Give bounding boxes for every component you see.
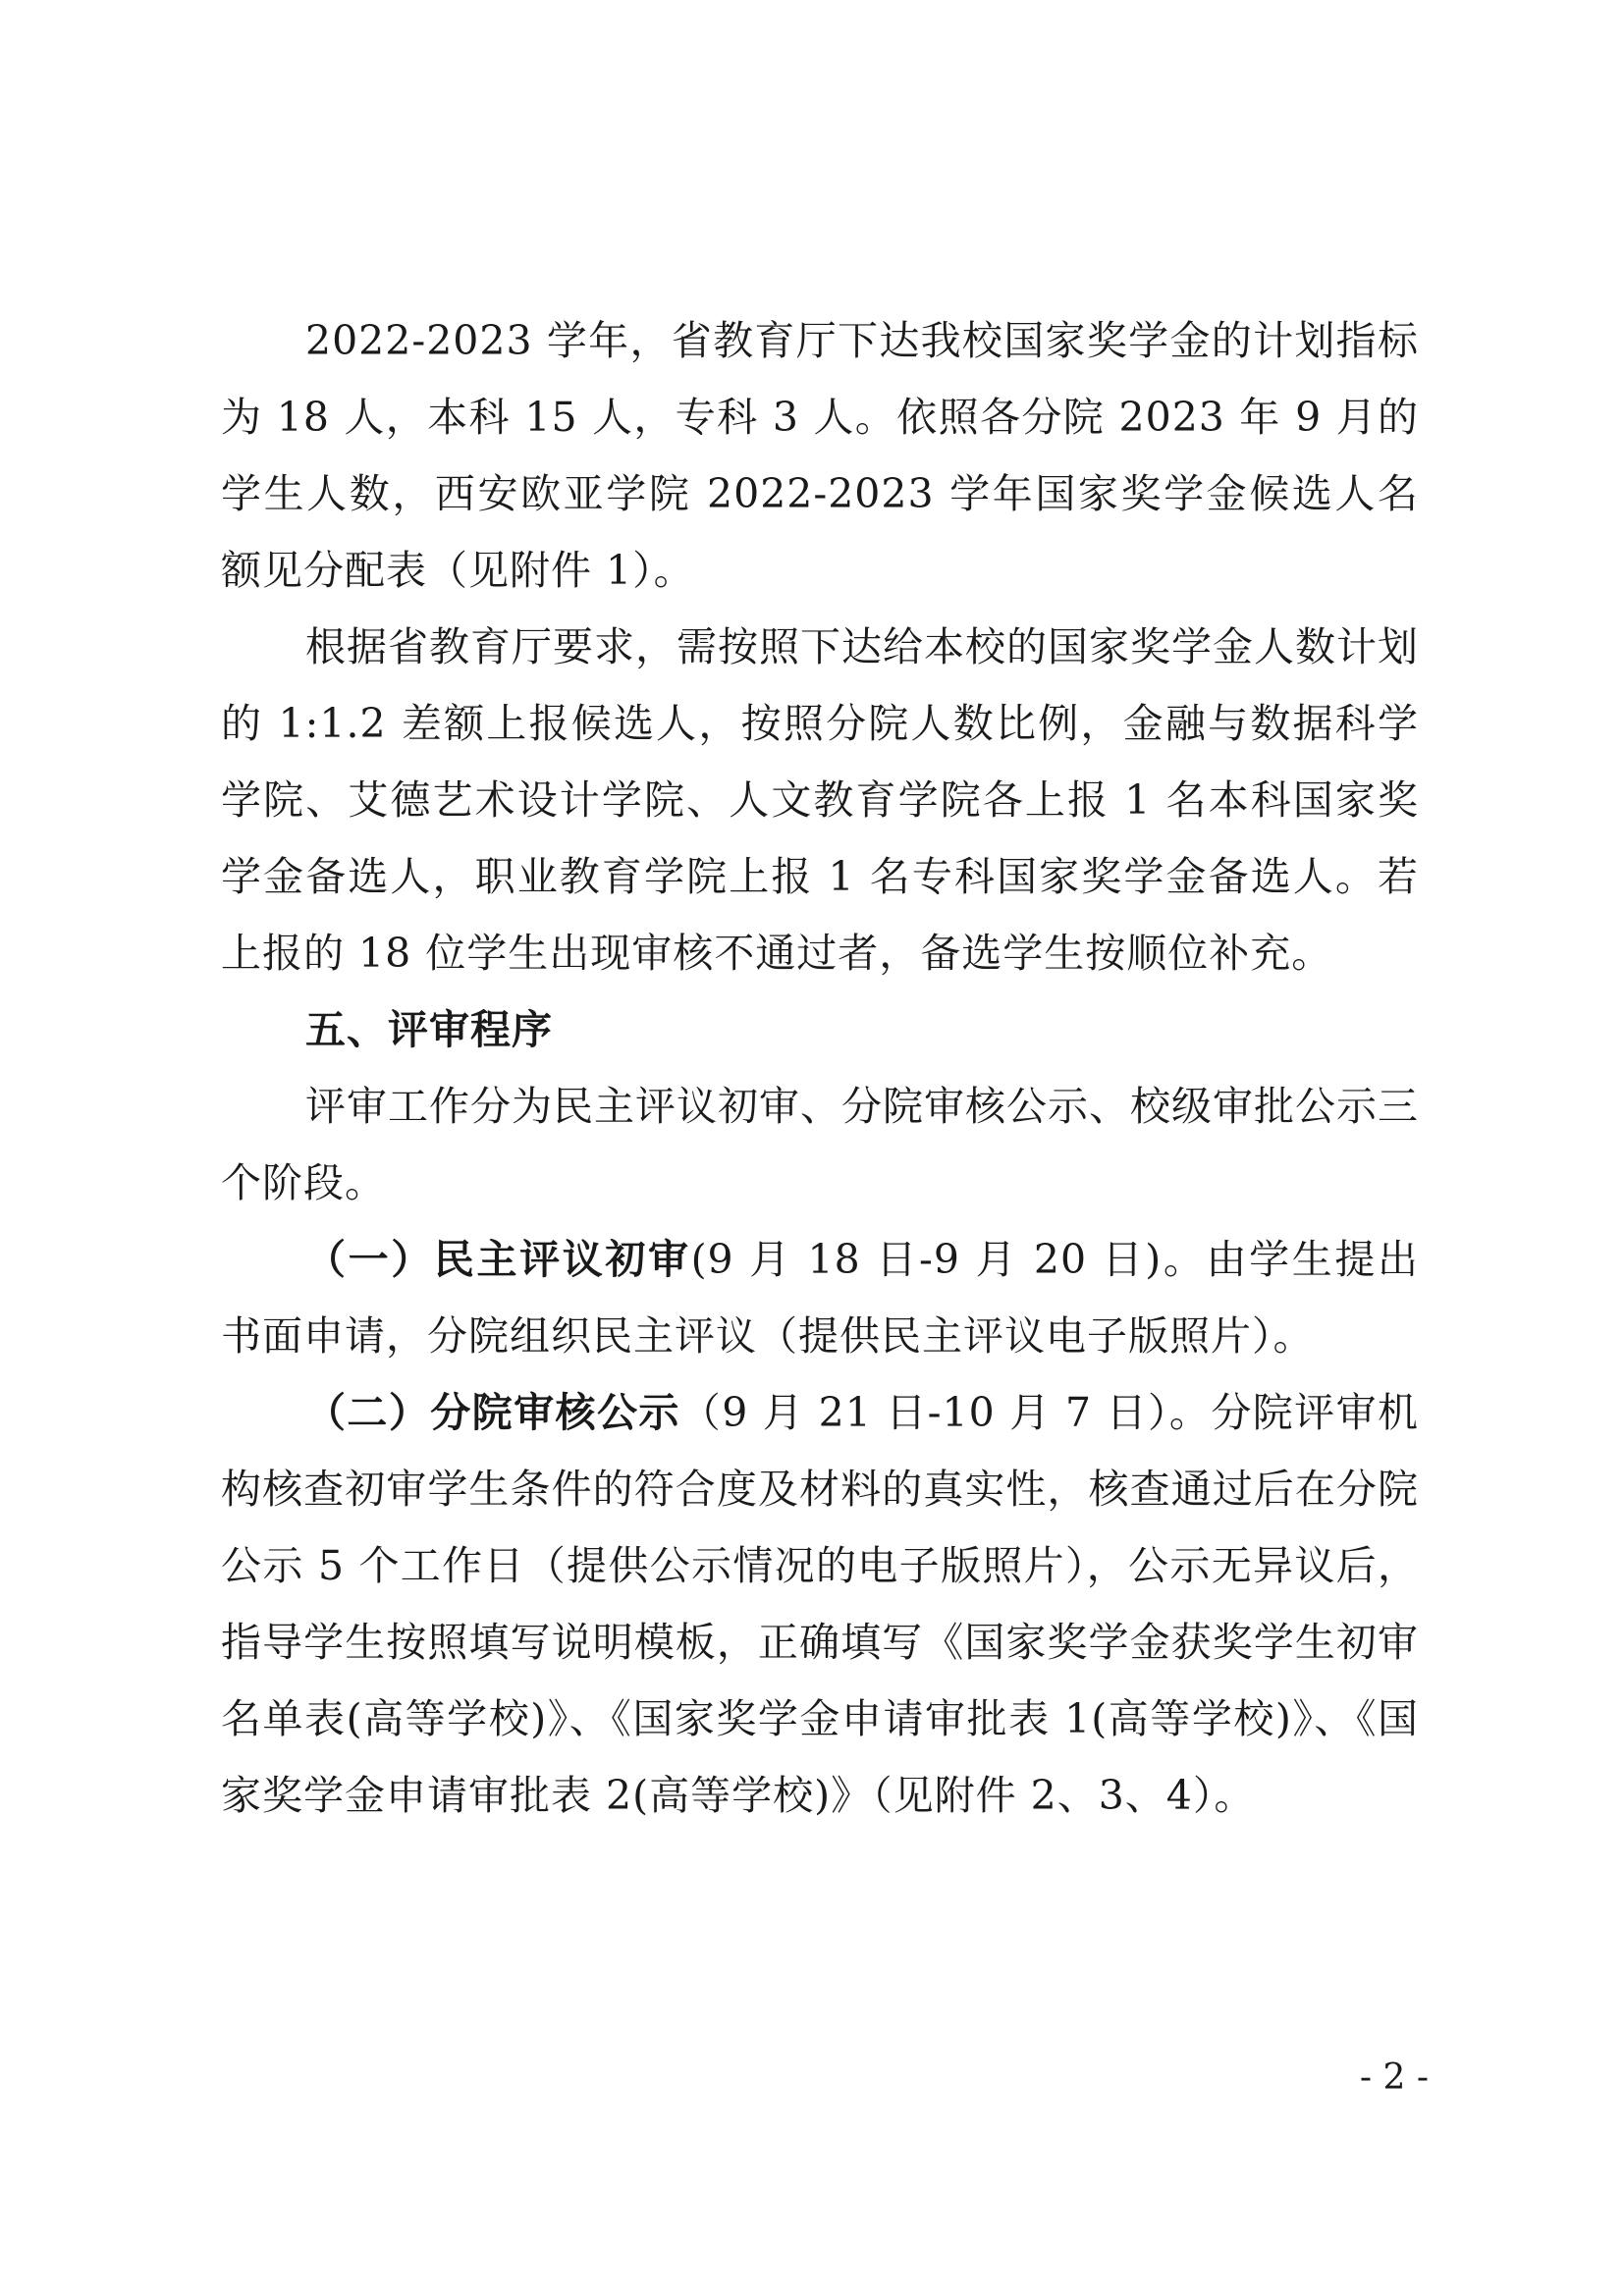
stage-2-title: （二）分院审核公示 xyxy=(305,1389,680,1436)
section-heading-review-procedure: 五、评审程序 xyxy=(305,1006,553,1053)
document-body xyxy=(221,302,1419,1834)
paragraph-stage-2 xyxy=(221,1374,1419,1834)
stage-1-title: （一）民主评议初审 xyxy=(305,1236,691,1283)
paragraph-alternates: 根据省教育厅要求，需按照下达给本校的国家奖学金人数计划的 1:1.2 差额上报候选人，按照分院人数比例，金融与数据科学学院、艾德艺术设计学院、人文教育学院各上报 1 名本科国家奖学金备选人，职业教育学院上报 1 名专科国家奖学金备选人。若上报的 18 位学生出现审核不通过者，备选学生按顺位补充。 xyxy=(221,623,1419,977)
paragraph-quota: 2022-2023 学年，省教育厅下达我校国家奖学金的计划指标为 18 人，本科 15 人，专科 3 人。依照各分院 2023 年 9 月的学生人数，西安欧亚学院 2022-2023 学年国家奖学金候选人名额见分配表（见附件 1）。 xyxy=(221,317,1419,594)
page-number: - 2 - xyxy=(1359,2057,1429,2098)
paragraph-stage-1 xyxy=(221,1221,1419,1374)
stage-2-text: （9 月 21 日-10 月 7 日）。分院评审机构核查初审学生条件的符合度及材料的真实性，核查通过后在分院公示 5 个工作日（提供公示情况的电子版照片），公示无异议后，指导学生按照填写说明模板，正确填写《国家奖学金获奖学生初审名单表(高等学校)》、《国家奖学金申请审批表 1(高等学校)》、《国家奖学金申请审批表 2(高等学校)》（见附件 2、3、4）。 xyxy=(221,1389,1420,1819)
stage-1-text: (9 月 18 日-9 月 20 日)。由学生提出书面申请，分院组织民主评议（提供民主评议电子版照片）。 xyxy=(221,1236,1419,1360)
paragraph-review-stages: 评审工作分为民主评议初审、分院审核公示、校级审批公示三个阶段。 xyxy=(221,1083,1419,1206)
